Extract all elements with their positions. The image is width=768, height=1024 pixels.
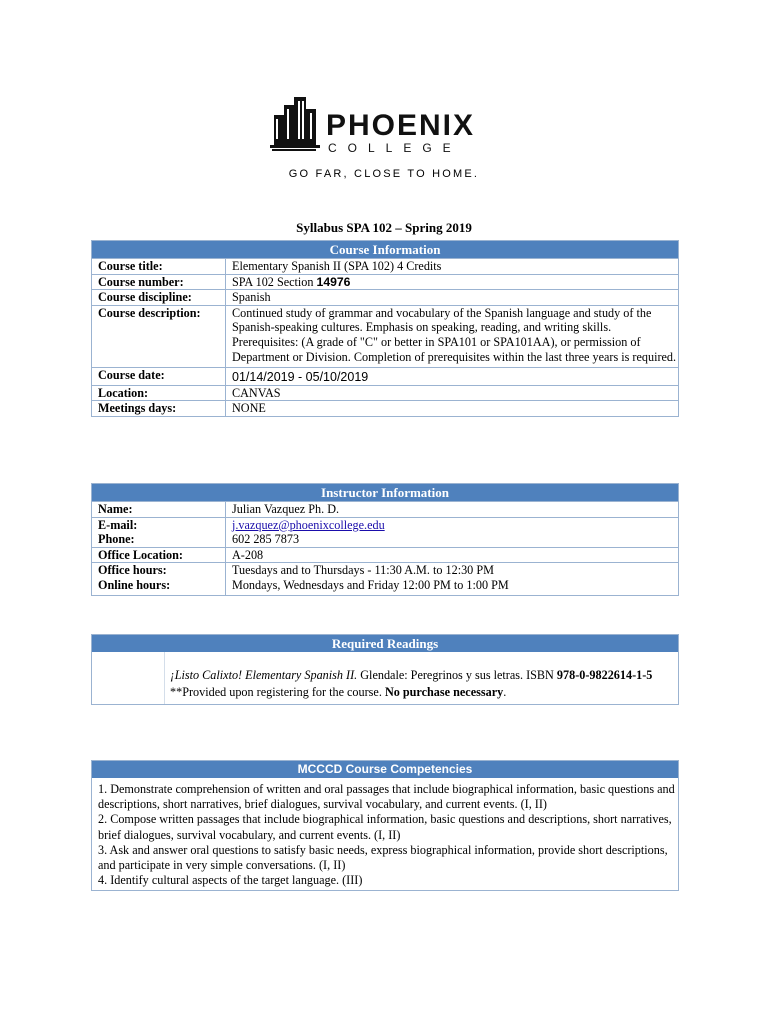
office-hours-value: Tuesdays and to Thursdays - 11:30 A.M. to 12:30 PM bbox=[232, 563, 494, 578]
email-phone-values bbox=[226, 517, 679, 547]
instructor-info-header: Instructor Information bbox=[92, 484, 678, 501]
course-date-value: 01/14/2019 - 05/10/2019 bbox=[226, 368, 679, 386]
svg-text:COLLEGE: COLLEGE bbox=[328, 141, 462, 155]
competency-item: 4. Identify cultural aspects of the target language. (III) bbox=[98, 873, 363, 888]
course-description-value: Continued study of grammar and vocabulary of the Spanish language and study of the Spanish-speaking cultures. Emphasis on speaking, reading, and writing skills. Prerequisites: (A grade of "C" or better in SPA101 or SPA101AA), or permission of Department or Division. Completion of prerequisites within the last three years is required. bbox=[226, 305, 679, 367]
page-title: Syllabus SPA 102 – Spring 2019 bbox=[296, 220, 472, 235]
book-publisher: Glendale: Peregrinos y sus letras. ISBN bbox=[357, 668, 557, 682]
office-location-row bbox=[92, 547, 678, 563]
readings-body bbox=[92, 652, 678, 704]
book-title: ¡Listo Calixto! Elementary Spanish II. bbox=[170, 668, 358, 682]
email-phone-labels bbox=[92, 517, 226, 547]
competencies-header: MCCCD Course Competencies bbox=[92, 761, 678, 778]
office-location-label: Office Location: bbox=[92, 547, 226, 563]
competency-item: 2. Compose written passages that include biographical information, basic questions and descriptions, short narratives, brief dialogues, survival vocabulary, and current events. (I, II) bbox=[98, 812, 672, 842]
required-readings-table bbox=[91, 634, 679, 705]
course-number-label: Course number: bbox=[92, 274, 226, 290]
course-info-header: Course Information bbox=[92, 241, 678, 258]
building-icon bbox=[270, 95, 500, 157]
section-number: 14976 bbox=[316, 274, 351, 289]
readings-header: Required Readings bbox=[92, 635, 678, 652]
course-discipline-value: Spanish bbox=[226, 290, 679, 306]
online-hours-label: Online hours: bbox=[98, 577, 171, 592]
tagline: GO FAR, CLOSE TO HOME. bbox=[288, 168, 480, 180]
hours-labels bbox=[92, 563, 226, 595]
online-hours-value: Mondays, Wednesdays and Friday 12:00 PM to 1:00 PM bbox=[232, 577, 509, 592]
email-row bbox=[92, 517, 678, 547]
book-isbn: 978-0-9822614-1-5 bbox=[556, 668, 653, 682]
competency-item: 3. Ask and answer oral questions to satisfy basic needs, express biographical information, provide short descriptions, and participate in very simple conversations. (I, II) bbox=[98, 842, 668, 873]
email-link[interactable]: j.vazquez@phoenixcollege.edu bbox=[232, 517, 385, 532]
hours-values bbox=[226, 563, 679, 595]
location-label: Location: bbox=[92, 385, 226, 401]
book-note-end: . bbox=[503, 685, 507, 699]
course-number-value bbox=[226, 274, 679, 290]
location-row bbox=[92, 385, 678, 401]
course-title-row bbox=[92, 259, 678, 275]
course-description-row bbox=[92, 305, 678, 367]
course-competencies-table bbox=[91, 760, 679, 891]
competency-item: 1. Demonstrate comprehension of written and oral passages that include biographical information, basic questions and descriptions, short narratives, brief dialogues, survival vocabulary, and current events. (I, II) bbox=[98, 782, 675, 812]
phone-label: Phone: bbox=[98, 532, 135, 547]
course-title-value: Elementary Spanish II (SPA 102) 4 Credits bbox=[226, 259, 679, 275]
course-information-table bbox=[91, 240, 679, 417]
svg-text:PHOENIX: PHOENIX bbox=[326, 109, 476, 142]
office-location-value: A-208 bbox=[226, 547, 679, 563]
book-note-text: **Provided upon registering for the course. bbox=[170, 685, 385, 699]
book-note bbox=[170, 685, 506, 700]
book-note-bold: No purchase necessary bbox=[384, 685, 504, 699]
location-value: CANVAS bbox=[226, 385, 679, 401]
phone-value: 602 285 7873 bbox=[232, 532, 300, 547]
hours-row bbox=[92, 563, 678, 595]
course-date-row bbox=[92, 368, 678, 386]
meetings-value: NONE bbox=[226, 401, 679, 416]
competencies-list bbox=[92, 778, 678, 890]
meetings-row bbox=[92, 401, 678, 416]
book-citation bbox=[170, 668, 652, 683]
phoenix-college-logo bbox=[270, 95, 500, 157]
office-hours-label: Office hours: bbox=[98, 563, 167, 578]
course-number-row bbox=[92, 274, 678, 290]
instructor-name-label: Name: bbox=[92, 502, 226, 518]
instructor-information-table bbox=[91, 483, 679, 596]
course-description-label: Course description: bbox=[92, 305, 226, 367]
course-date-label: Course date: bbox=[92, 368, 226, 386]
course-discipline-label: Course discipline: bbox=[92, 290, 226, 306]
course-title-label: Course title: bbox=[92, 259, 226, 275]
instructor-name-value: Julian Vazquez Ph. D. bbox=[226, 502, 679, 518]
course-discipline-row bbox=[92, 290, 678, 306]
meetings-label: Meetings days: bbox=[92, 401, 226, 416]
email-label: E-mail: bbox=[98, 517, 138, 532]
readings-divider bbox=[164, 652, 165, 704]
instructor-name-row bbox=[92, 502, 678, 518]
course-number-text: SPA 102 Section bbox=[232, 274, 317, 289]
